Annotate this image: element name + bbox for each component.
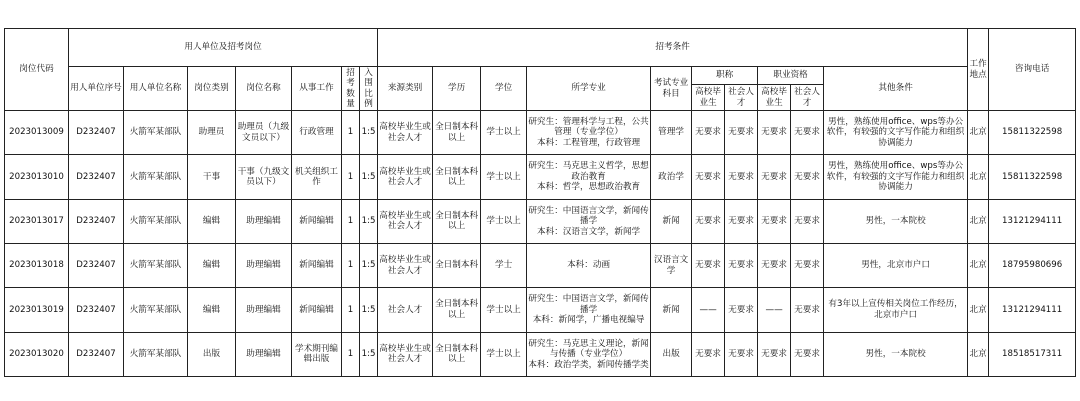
cell-position-name: 助理员（九级文员以下） [236, 111, 292, 155]
header-position-name: 岗位名称 [236, 67, 292, 111]
cell-employer-no: D232407 [69, 288, 124, 332]
header-title-group: 职称 [692, 67, 758, 85]
cell-degree: 学士以上 [481, 111, 527, 155]
cell-education: 全日制本科以上 [433, 332, 481, 376]
cell-major: 研究生：中国语言文学，新闻传播学 本科：汉语言文学，新闻学 [527, 199, 651, 243]
cell-source-type: 社会人才 [378, 288, 433, 332]
header-qual-social-talent: 社会人才 [791, 85, 824, 111]
cell-interview-ratio: 1:5 [360, 199, 378, 243]
cell-position-name: 助理编辑 [236, 199, 292, 243]
cell-education: 全日制本科以上 [433, 288, 481, 332]
header-qualification-group: 职业资格 [758, 67, 824, 85]
cell-phone: 13121294111 [989, 199, 1076, 243]
header-interview-ratio: 入围比例 [360, 67, 378, 111]
header-employer-no: 用人单位序号 [69, 67, 124, 111]
table-row [5, 155, 1076, 199]
cell-source-type: 高校毕业生或社会人才 [378, 111, 433, 155]
cell-title-social-talent: 无要求 [725, 332, 758, 376]
cell-education: 全日制本科以上 [433, 199, 481, 243]
cell-title-uni-grad: 无要求 [692, 111, 725, 155]
header-employer-group: 用人单位及招考岗位 [69, 29, 378, 67]
cell-education: 全日制本科 [433, 243, 481, 287]
cell-title-uni-grad: —— [692, 288, 725, 332]
cell-position-type: 出版 [188, 332, 236, 376]
cell-work-content: 新闻编辑 [292, 243, 342, 287]
recruitment-table [4, 28, 1076, 377]
header-position-code: 岗位代码 [5, 29, 69, 111]
cell-work-location: 北京 [968, 243, 989, 287]
header-work-content: 从事工作 [292, 67, 342, 111]
header-other: 其他条件 [824, 67, 968, 111]
table-row [5, 288, 1076, 332]
cell-source-type: 高校毕业生或社会人才 [378, 332, 433, 376]
cell-position-code: 2023013010 [5, 155, 69, 199]
table-row [5, 243, 1076, 287]
cell-degree: 学士 [481, 243, 527, 287]
cell-title-social-talent: 无要求 [725, 155, 758, 199]
cell-work-content: 新闻编辑 [292, 288, 342, 332]
cell-position-name: 干事（九级文员以下） [236, 155, 292, 199]
cell-phone: 15811322598 [989, 155, 1076, 199]
cell-title-social-talent: 无要求 [725, 199, 758, 243]
cell-work-content: 行政管理 [292, 111, 342, 155]
header-quota: 招考数量 [342, 67, 360, 111]
cell-other-conditions: 男性，熟练使用office、wps等办公软件，有较强的文字写作能力和组织协调能力 [824, 111, 968, 155]
header-conditions-group: 招考条件 [378, 29, 968, 67]
cell-qual-uni-grad: 无要求 [758, 332, 791, 376]
cell-position-code: 2023013017 [5, 199, 69, 243]
header-qual-uni-grad: 高校毕业生 [758, 85, 791, 111]
cell-position-code: 2023013018 [5, 243, 69, 287]
cell-quota: 1 [342, 111, 360, 155]
header-work-location: 工作地点 [968, 29, 989, 111]
table-row [5, 111, 1076, 155]
cell-position-code: 2023013019 [5, 288, 69, 332]
cell-employer-name: 火箭军某部队 [124, 199, 188, 243]
table-row [5, 199, 1076, 243]
header-education: 学历 [433, 67, 481, 111]
cell-title-social-talent: 无要求 [725, 288, 758, 332]
cell-title-social-talent: 无要求 [725, 111, 758, 155]
cell-phone: 18795980696 [989, 243, 1076, 287]
cell-interview-ratio: 1:5 [360, 243, 378, 287]
cell-interview-ratio: 1:5 [360, 288, 378, 332]
cell-work-content: 学术期刊编辑出版 [292, 332, 342, 376]
header-employer-name: 用人单位名称 [124, 67, 188, 111]
cell-work-content: 新闻编辑 [292, 199, 342, 243]
cell-exam-subject: 出版 [651, 332, 692, 376]
cell-position-name: 助理编辑 [236, 332, 292, 376]
cell-employer-no: D232407 [69, 155, 124, 199]
header-title-social-talent: 社会人才 [725, 85, 758, 111]
cell-position-code: 2023013009 [5, 111, 69, 155]
header-source-type: 来源类别 [378, 67, 433, 111]
cell-employer-name: 火箭军某部队 [124, 332, 188, 376]
cell-interview-ratio: 1:5 [360, 155, 378, 199]
cell-position-type: 干事 [188, 155, 236, 199]
cell-education: 全日制本科以上 [433, 155, 481, 199]
header-position-type: 岗位类别 [188, 67, 236, 111]
cell-work-location: 北京 [968, 199, 989, 243]
cell-degree: 学士以上 [481, 288, 527, 332]
cell-major: 本科：动画 [527, 243, 651, 287]
cell-degree: 学士以上 [481, 199, 527, 243]
cell-title-uni-grad: 无要求 [692, 243, 725, 287]
cell-interview-ratio: 1:5 [360, 111, 378, 155]
cell-degree: 学士以上 [481, 332, 527, 376]
cell-qual-uni-grad: —— [758, 288, 791, 332]
header-title-uni-grad: 高校毕业生 [692, 85, 725, 111]
cell-position-type: 助理员 [188, 111, 236, 155]
cell-quota: 1 [342, 155, 360, 199]
cell-other-conditions: 男性，熟练使用office、wps等办公软件，有较强的文字写作能力和组织协调能力 [824, 155, 968, 199]
cell-qual-social-talent: 无要求 [791, 199, 824, 243]
cell-other-conditions: 男性，北京市户口 [824, 243, 968, 287]
cell-degree: 学士以上 [481, 155, 527, 199]
cell-work-content: 机关组织工作 [292, 155, 342, 199]
cell-quota: 1 [342, 243, 360, 287]
cell-title-uni-grad: 无要求 [692, 332, 725, 376]
cell-major: 研究生：中国语言文学，新闻传播学 本科：新闻学，广播电视编导 [527, 288, 651, 332]
cell-major: 研究生：马克思主义哲学，思想政治教育 本科：哲学，思想政治教育 [527, 155, 651, 199]
cell-source-type: 高校毕业生或社会人才 [378, 199, 433, 243]
cell-qual-uni-grad: 无要求 [758, 111, 791, 155]
cell-qual-uni-grad: 无要求 [758, 199, 791, 243]
cell-phone: 18518517311 [989, 332, 1076, 376]
cell-title-uni-grad: 无要求 [692, 155, 725, 199]
cell-title-uni-grad: 无要求 [692, 199, 725, 243]
cell-exam-subject: 政治学 [651, 155, 692, 199]
cell-education: 全日制本科以上 [433, 111, 481, 155]
cell-quota: 1 [342, 199, 360, 243]
cell-major: 研究生：马克思主义理论，新闻与传播（专业学位） 本科：政治学类，新闻传播学类 [527, 332, 651, 376]
header-phone: 咨询电话 [989, 29, 1076, 111]
table-row [5, 332, 1076, 376]
cell-position-name: 助理编辑 [236, 243, 292, 287]
cell-source-type: 高校毕业生或社会人才 [378, 243, 433, 287]
cell-phone: 13121294111 [989, 288, 1076, 332]
cell-exam-subject: 新闻 [651, 199, 692, 243]
cell-interview-ratio: 1:5 [360, 332, 378, 376]
cell-employer-name: 火箭军某部队 [124, 111, 188, 155]
cell-employer-name: 火箭军某部队 [124, 288, 188, 332]
cell-position-code: 2023013020 [5, 332, 69, 376]
cell-work-location: 北京 [968, 332, 989, 376]
cell-employer-no: D232407 [69, 111, 124, 155]
cell-exam-subject: 新闻 [651, 288, 692, 332]
cell-work-location: 北京 [968, 288, 989, 332]
cell-employer-name: 火箭军某部队 [124, 155, 188, 199]
cell-qual-social-talent: 无要求 [791, 111, 824, 155]
cell-exam-subject: 汉语言文学 [651, 243, 692, 287]
cell-employer-no: D232407 [69, 199, 124, 243]
cell-qual-social-talent: 无要求 [791, 243, 824, 287]
cell-qual-uni-grad: 无要求 [758, 243, 791, 287]
cell-qual-social-talent: 无要求 [791, 288, 824, 332]
cell-phone: 15811322598 [989, 111, 1076, 155]
cell-work-location: 北京 [968, 155, 989, 199]
cell-position-name: 助理编辑 [236, 288, 292, 332]
cell-position-type: 编辑 [188, 288, 236, 332]
cell-exam-subject: 管理学 [651, 111, 692, 155]
cell-title-social-talent: 无要求 [725, 243, 758, 287]
cell-major: 研究生：管理科学与工程，公共管理（专业学位） 本科：工程管理，行政管理 [527, 111, 651, 155]
cell-other-conditions: 有3年以上宣传相关岗位工作经历，北京市户口 [824, 288, 968, 332]
cell-other-conditions: 男性，一本院校 [824, 332, 968, 376]
cell-qual-uni-grad: 无要求 [758, 155, 791, 199]
cell-work-location: 北京 [968, 111, 989, 155]
cell-quota: 1 [342, 288, 360, 332]
cell-qual-social-talent: 无要求 [791, 155, 824, 199]
header-major: 所学专业 [527, 67, 651, 111]
cell-employer-name: 火箭军某部队 [124, 243, 188, 287]
cell-employer-no: D232407 [69, 243, 124, 287]
header-degree: 学位 [481, 67, 527, 111]
cell-position-type: 编辑 [188, 199, 236, 243]
cell-quota: 1 [342, 332, 360, 376]
cell-qual-social-talent: 无要求 [791, 332, 824, 376]
cell-position-type: 编辑 [188, 243, 236, 287]
cell-other-conditions: 男性，一本院校 [824, 199, 968, 243]
cell-employer-no: D232407 [69, 332, 124, 376]
header-exam-subject: 考试专业科目 [651, 67, 692, 111]
cell-source-type: 高校毕业生或社会人才 [378, 155, 433, 199]
